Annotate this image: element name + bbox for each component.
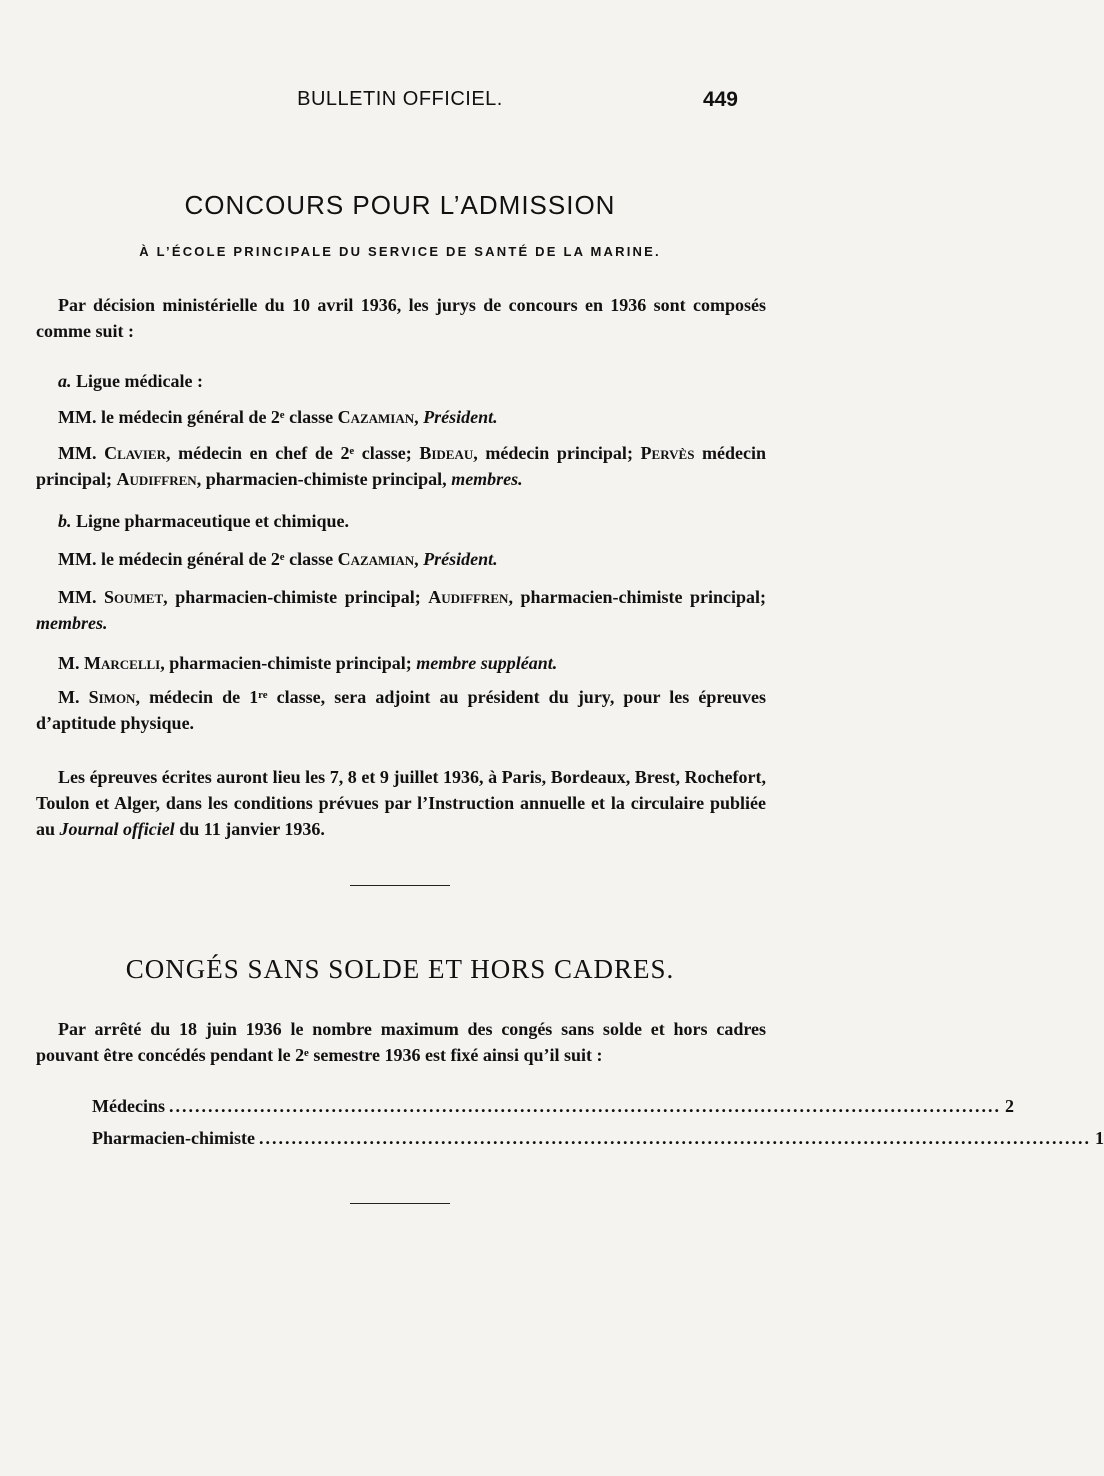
ligue-medicale-membres: MM. Clavier, médecin en chef de 2ᵉ classe; Bideau, médecin principal; Pervès médecin principal; Audiffren, pharmacien-chimiste principal, membres. bbox=[36, 443, 767, 489]
ligne-pharmaceutique-president: MM. le médecin général de 2ᵉ classe Cazamian, Président. bbox=[58, 549, 498, 569]
ligue-medicale-president: MM. le médecin général de 2ᵉ classe Cazamian, Président. bbox=[58, 407, 498, 427]
page-header bbox=[0, 88, 800, 118]
ligue-medicale-heading: a. Ligue médicale : bbox=[58, 371, 203, 391]
page-number: 449 bbox=[702, 88, 738, 111]
conges-paragraph: Par arrêté du 18 juin 1936 le nombre maximum des congés sans solde et hors cadres pouvant être concédés pendant le 2ᵉ semestre 1936 est fixé ainsi qu’il suit : bbox=[36, 1019, 766, 1065]
section-title-concours: CONCOURS POUR L’ADMISSION bbox=[184, 190, 616, 220]
ligne-pharmaceutique-membres: MM. Soumet, pharmacien-chimiste principal; Audiffren, pharmacien-chimiste principal; membres. bbox=[36, 587, 767, 633]
separator-rule-bottom bbox=[350, 1203, 450, 1204]
intro-paragraph: Par décision ministérielle du 10 avril 1936, les jurys de concours en 1936 sont composés comme suit : bbox=[36, 295, 766, 341]
adjoint-president: M. Simon, médecin de 1ʳᵉ classe, sera adjoint au président du jury, pour les épreuves d’aptitude physique. bbox=[36, 687, 766, 733]
ligne-pharmaceutique-heading: b. Ligne pharmaceutique et chimique. bbox=[58, 511, 349, 531]
membre-suppleant: M. Marcelli, pharmacien-chimiste principal; membre suppléant. bbox=[58, 653, 558, 673]
list-item-medecins: Médecins ................................................................................................................................ 2 bbox=[92, 1096, 1014, 1116]
separator-rule bbox=[350, 885, 450, 886]
running-title: BULLETIN OFFICIEL. bbox=[297, 88, 503, 110]
section-title-conges: CONGÉS SANS SOLDE ET HORS CADRES. bbox=[125, 954, 675, 984]
section-subtitle: À L’ÉCOLE PRINCIPALE DU SERVICE DE SANTÉ DE LA MARINE. bbox=[139, 244, 661, 259]
list-item-pharmacien: Pharmacien-chimiste ................................................................................................................................ 1 bbox=[92, 1128, 1104, 1148]
epreuves-paragraph: Les épreuves écrites auront lieu les 7, 8 et 9 juillet 1936, à Paris, Bordeaux, Brest, Rochefort, Toulon et Alger, dans les conditions prévues par l’Instruction annuelle et la circulaire publiée au Journal officiel du 11 janvier 1936. bbox=[36, 767, 766, 839]
